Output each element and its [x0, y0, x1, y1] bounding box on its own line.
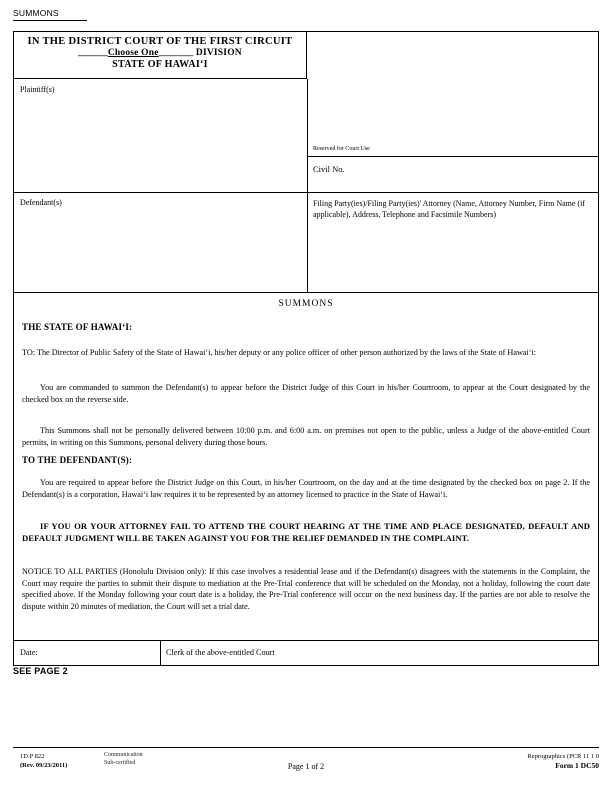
summons-tab-label: SUMMONS — [13, 8, 59, 18]
summons-tab-rule — [13, 20, 87, 21]
summons-title: SUMMONS — [278, 299, 334, 309]
civil-no-divider — [307, 192, 599, 193]
footer-mid-line1: Communication — [104, 752, 143, 758]
state-of-hawaii-heading: THE STATE OF HAWAI‘I: — [22, 322, 133, 332]
footer-reprographics: Reprographics (PCR 11 1 0 — [527, 753, 599, 760]
footer-mid-line2: Sub-certified — [104, 760, 136, 766]
footer-right — [527, 752, 599, 770]
signature-row-top-rule — [13, 640, 599, 641]
to-defendants-heading: TO THE DEFENDANT(S): — [22, 455, 133, 465]
footer-revision: (Rev. 09/23/2011) — [20, 762, 68, 769]
court-header-line2-suffix: _______ DIVISION — [158, 48, 242, 58]
court-header-line2 — [14, 48, 306, 58]
defendant-divider — [13, 192, 307, 193]
not-personal-delivery-paragraph: This Summons shall not be personally delivered between 10:00 p.m. and 6:00 a.m. on premises not open to the public, unless a Judge of the above-entitled Court permits, in writing on this Summons, personal delivery during those hours. — [22, 426, 590, 447]
defendant-label: Defendant(s) — [20, 198, 62, 207]
caption-bottom-divider — [13, 292, 599, 293]
court-header-line1: IN THE DISTRICT COURT OF THE FIRST CIRCUIT — [27, 36, 293, 47]
footer-rule — [13, 747, 599, 748]
caption-vertical-divider — [307, 79, 308, 292]
plaintiff-label: Plaintiff(s) — [20, 85, 55, 94]
court-header-box — [13, 31, 307, 79]
filing-party-label: Filing Party(ies)/Filing Party(ies)' Attorney (Name, Attorney Number, Firm Name (if applicable), Address, Telephone and Facsimile Numbers) — [313, 199, 585, 219]
commanded-paragraph: You are commanded to summon the Defendant(s) to appear before the District Judge of this Court in his/her Courtroom, to appear at the Court designated by the checked box on the reverse side. — [22, 383, 590, 404]
notice-all-parties-paragraph: NOTICE TO ALL PARTIES (Honolulu Division only): If this case involves a residential lease and if the Defendant(s) disagrees with the statements in the Complaint, the Court may require the parties to submit their dispute to mediation at the Pre-Trial conference that will be scheduled on the Monday, not a holiday, following the court date specified above. If the Monday following your court date is a holiday, the Pre-Trial conference will occur on the next business day. If the parties are not able to resolve the dispute within 20 minutes of mediation, the Court will set a trial date. — [22, 567, 590, 611]
court-header-line3: STATE OF HAWAI‘I — [112, 59, 208, 70]
to-director-paragraph: TO: The Director of Public Safety of the State of Hawai‘i, his/her deputy or any police officer of other person authorized by the laws of the State of Hawai‘i: — [22, 348, 537, 357]
reserved-divider — [307, 156, 599, 157]
choose-one-field[interactable]: Choose One — [107, 48, 159, 58]
clerk-label: Clerk of the above-entitled Court — [166, 648, 275, 657]
footer-form-number: Form 1 DC50 — [555, 761, 599, 770]
see-page-2-note: SEE PAGE 2 — [13, 666, 68, 676]
signature-row-divider — [160, 640, 161, 666]
fail-to-attend-paragraph: IF YOU OR YOUR ATTORNEY FAIL TO ATTEND THE COURT HEARING AT THE TIME AND PLACE DESIGNATED, DEFAULT AND DEFAULT JUDGMENT WILL BE TAKEN AGAINST YOU FOR THE RELIEF DEMANDED IN THE COMPLAINT. — [22, 521, 590, 543]
civil-no-label: Civil No. — [313, 164, 345, 174]
required-appear-paragraph: You are required to appear before the District Judge on this Court, in his/her Courtroom, on the day and at the time designated by the checked box on page 2. If the Defendant(s) is a corporation, Hawai‘i law requires it to be represented by an attorney licensed to practice in the State of Hawai‘i. — [22, 478, 590, 499]
reserved-for-court-use-label: Reserved for Court Use — [313, 146, 370, 152]
date-label: Date: — [20, 648, 38, 657]
court-header-line2-prefix: ______ — [78, 48, 108, 58]
footer-form-id: 1D.P 822 — [20, 753, 45, 760]
footer-page-number: Page 1 of 2 — [287, 762, 325, 771]
